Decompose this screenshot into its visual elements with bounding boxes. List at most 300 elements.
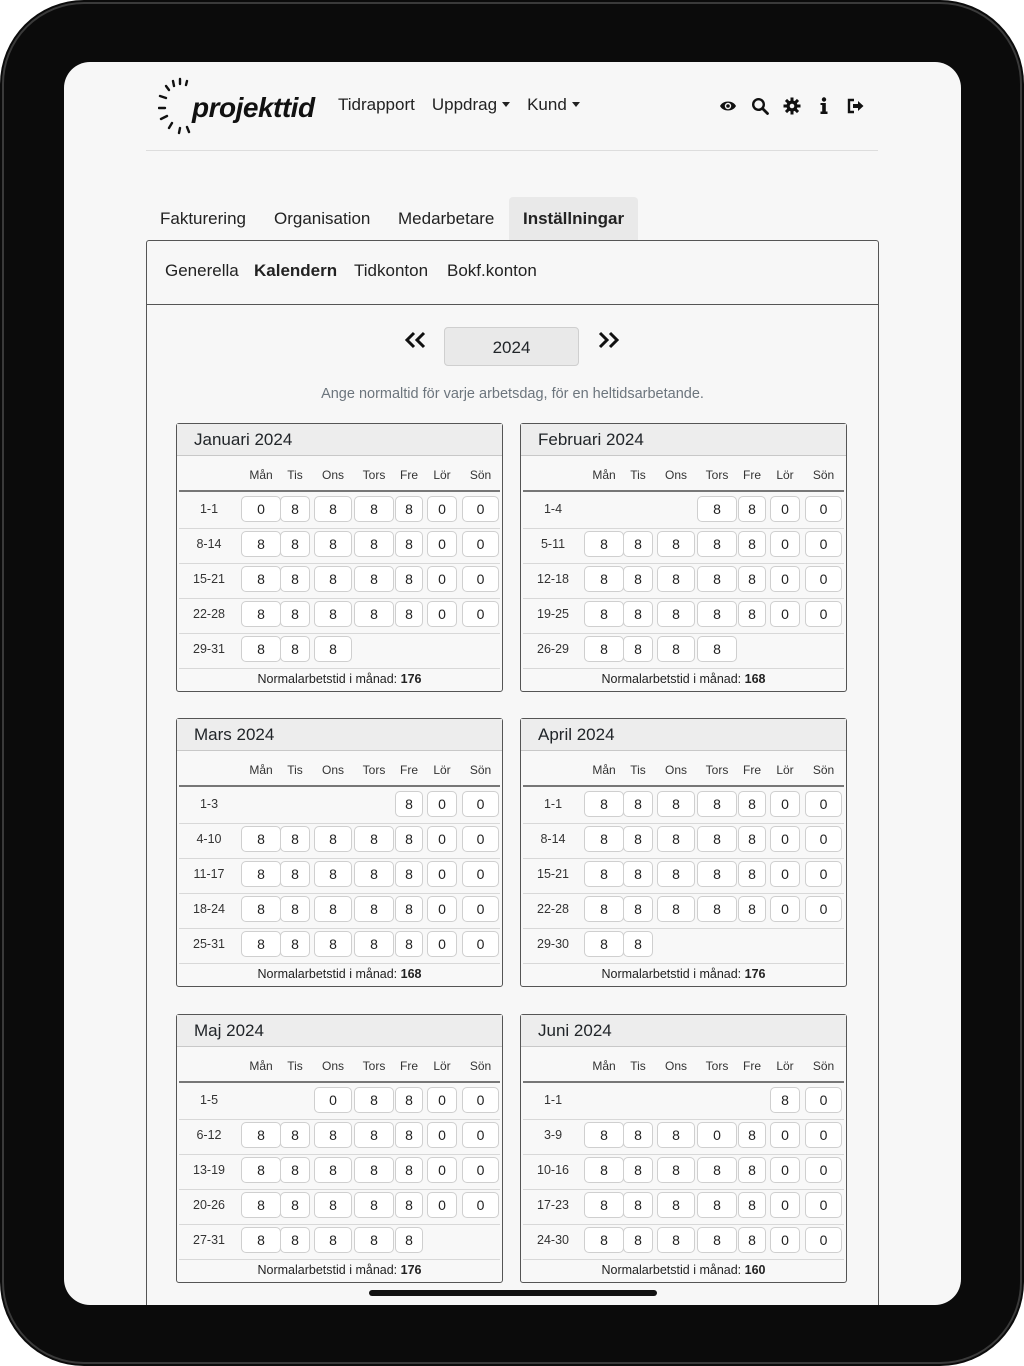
tab-installningar[interactable]: Inställningar xyxy=(509,197,638,241)
hours-input[interactable]: 8 xyxy=(697,636,737,662)
hours-input[interactable]: 8 xyxy=(584,566,624,592)
hours-input[interactable]: 0 xyxy=(805,826,842,852)
hours-input[interactable]: 8 xyxy=(623,1227,653,1253)
day-header: Ons xyxy=(664,468,687,482)
hours-input[interactable]: 8 xyxy=(623,531,653,557)
hours-input[interactable]: 8 xyxy=(241,826,281,852)
hours-input[interactable]: 8 xyxy=(738,601,766,627)
hours-input[interactable]: 8 xyxy=(280,896,310,922)
hours-input[interactable]: 8 xyxy=(584,896,624,922)
hours-input[interactable]: 8 xyxy=(314,896,352,922)
tab-fakturering[interactable]: Fakturering xyxy=(160,209,246,228)
day-header: Tors xyxy=(705,1059,729,1073)
month-total-value: 176 xyxy=(400,672,422,686)
hours-input[interactable]: 8 xyxy=(584,1157,624,1183)
hours-input[interactable]: 0 xyxy=(427,931,457,957)
day-header: Sön xyxy=(469,763,492,777)
hours-input[interactable]: 0 xyxy=(697,1122,737,1148)
hours-input[interactable]: 0 xyxy=(770,896,800,922)
hours-input[interactable]: 8 xyxy=(657,566,695,592)
hours-input[interactable]: 8 xyxy=(354,566,394,592)
hours-input[interactable]: 0 xyxy=(805,896,842,922)
hours-input[interactable]: 8 xyxy=(738,1157,766,1183)
month-total-label: Normalarbetstid i månad: xyxy=(601,672,745,686)
hours-input[interactable]: 0 xyxy=(805,861,842,887)
month-card xyxy=(520,1014,847,1283)
hours-input[interactable]: 8 xyxy=(738,1227,766,1253)
header-divider xyxy=(179,1081,500,1083)
hours-input[interactable]: 8 xyxy=(395,1087,423,1113)
hours-input[interactable]: 0 xyxy=(427,1087,457,1113)
row-divider xyxy=(179,893,500,894)
tab-medarbetare[interactable]: Medarbetare xyxy=(398,209,495,228)
hours-input[interactable]: 8 xyxy=(241,1192,281,1218)
hours-input[interactable]: 8 xyxy=(354,1192,394,1218)
month-header xyxy=(177,424,502,456)
hours-input[interactable]: 8 xyxy=(584,531,624,557)
gear-icon[interactable] xyxy=(782,96,802,116)
month-total-value: 168 xyxy=(400,967,422,981)
hours-input[interactable]: 8 xyxy=(395,826,423,852)
hours-input[interactable]: 8 xyxy=(354,496,394,522)
hours-input[interactable]: 8 xyxy=(354,861,394,887)
hours-input[interactable]: 8 xyxy=(280,1227,310,1253)
hours-input[interactable]: 8 xyxy=(697,1192,737,1218)
hours-input[interactable]: 8 xyxy=(354,601,394,627)
hours-input[interactable]: 8 xyxy=(657,896,695,922)
hours-input[interactable]: 8 xyxy=(770,1087,800,1113)
hours-input[interactable]: 0 xyxy=(770,566,800,592)
hours-input[interactable]: 8 xyxy=(280,826,310,852)
hours-input[interactable]: 8 xyxy=(623,931,653,957)
hours-input[interactable]: 8 xyxy=(280,861,310,887)
calendar-hint: Ange normaltid för varje arbetsdag, för en heltidsarbetande. xyxy=(321,386,704,402)
hours-input[interactable]: 8 xyxy=(738,1122,766,1148)
month-total xyxy=(177,672,502,686)
hours-input[interactable]: 8 xyxy=(697,826,737,852)
day-header: Tis xyxy=(630,468,646,482)
hours-input[interactable]: 8 xyxy=(623,791,653,817)
hours-input[interactable]: 8 xyxy=(395,931,423,957)
double-chevron-left-icon xyxy=(404,331,428,349)
hours-input[interactable]: 8 xyxy=(623,896,653,922)
hours-input[interactable]: 0 xyxy=(770,1227,800,1253)
hours-input[interactable]: 0 xyxy=(427,566,457,592)
header-divider xyxy=(523,1081,844,1083)
week-label: 17-23 xyxy=(537,1198,569,1212)
week-label: 3-9 xyxy=(543,1128,563,1142)
hours-input[interactable]: 8 xyxy=(354,896,394,922)
hours-input[interactable]: 8 xyxy=(697,861,737,887)
month-total-value: 176 xyxy=(400,1263,422,1277)
hours-input[interactable]: 0 xyxy=(805,1192,842,1218)
hours-input[interactable]: 8 xyxy=(584,826,624,852)
main-tabs xyxy=(146,197,878,241)
week-label: 18-24 xyxy=(193,902,225,916)
subtab-bokf-konton[interactable]: Bokf.konton xyxy=(447,261,537,280)
day-header: Tors xyxy=(362,763,386,777)
hours-input[interactable]: 0 xyxy=(462,896,499,922)
hours-input[interactable]: 0 xyxy=(427,826,457,852)
hours-input[interactable]: 0 xyxy=(805,1157,842,1183)
hours-input[interactable]: 0 xyxy=(462,1122,499,1148)
nav-link-label: Uppdrag xyxy=(431,95,498,114)
hours-input[interactable]: 8 xyxy=(354,1157,394,1183)
day-header: Sön xyxy=(812,1059,835,1073)
row-divider xyxy=(523,633,844,634)
row-divider xyxy=(179,1189,500,1190)
hours-input[interactable]: 8 xyxy=(697,1227,737,1253)
row-divider xyxy=(523,928,844,929)
hours-input[interactable]: 8 xyxy=(280,931,310,957)
week-label: 12-18 xyxy=(537,572,569,586)
hours-input[interactable]: 0 xyxy=(427,601,457,627)
day-header: Mån xyxy=(249,468,273,482)
row-divider xyxy=(523,1224,844,1225)
hours-input[interactable]: 0 xyxy=(427,496,457,522)
hours-input[interactable]: 8 xyxy=(395,896,423,922)
hours-input[interactable]: 8 xyxy=(697,566,737,592)
month-title: April 2024 xyxy=(538,725,615,744)
hours-input[interactable]: 8 xyxy=(354,1122,394,1148)
hours-input[interactable]: 8 xyxy=(395,1192,423,1218)
month-card xyxy=(176,423,503,692)
nav-link-uppdrag[interactable] xyxy=(432,95,510,115)
row-divider xyxy=(179,963,500,964)
hours-input[interactable]: 8 xyxy=(280,566,310,592)
hours-input[interactable]: 8 xyxy=(241,861,281,887)
hours-input[interactable]: 0 xyxy=(805,1087,842,1113)
hours-input[interactable]: 8 xyxy=(657,1157,695,1183)
hours-input[interactable]: 8 xyxy=(314,1192,352,1218)
row-divider xyxy=(523,563,844,564)
nav-link-label: Tidrapport xyxy=(338,95,415,114)
logo[interactable] xyxy=(158,76,320,140)
week-label: 10-16 xyxy=(537,1163,569,1177)
day-header: Ons xyxy=(664,763,687,777)
month-total xyxy=(177,1263,502,1277)
hours-input[interactable]: 0 xyxy=(427,1122,457,1148)
hours-input[interactable]: 8 xyxy=(314,531,352,557)
hours-input[interactable]: 8 xyxy=(241,931,281,957)
hours-input[interactable]: 8 xyxy=(314,1227,352,1253)
hours-input[interactable]: 0 xyxy=(427,896,457,922)
logout-icon[interactable] xyxy=(846,96,866,116)
hours-input[interactable]: 8 xyxy=(584,1192,624,1218)
subtab-tidkonton[interactable]: Tidkonton xyxy=(354,261,429,280)
hours-input[interactable]: 0 xyxy=(770,826,800,852)
hours-input[interactable]: 8 xyxy=(584,601,624,627)
week-label: 1-3 xyxy=(199,797,219,811)
row-divider xyxy=(179,1224,500,1225)
hours-input[interactable]: 8 xyxy=(738,826,766,852)
hours-input[interactable]: 8 xyxy=(354,1227,394,1253)
hours-input[interactable]: 8 xyxy=(280,1192,310,1218)
month-card xyxy=(176,1014,503,1283)
screen xyxy=(64,62,961,1305)
hours-input[interactable]: 8 xyxy=(395,1122,423,1148)
hours-input[interactable]: 0 xyxy=(462,826,499,852)
month-card xyxy=(520,423,847,692)
hours-input[interactable]: 8 xyxy=(354,1087,394,1113)
month-total-label: Normalarbetstid i månad: xyxy=(601,967,745,981)
hours-input[interactable]: 0 xyxy=(805,566,842,592)
hours-input[interactable]: 8 xyxy=(280,1157,310,1183)
hours-input[interactable]: 8 xyxy=(697,896,737,922)
nav-link-kund[interactable] xyxy=(527,95,580,115)
week-label: 4-10 xyxy=(196,832,222,846)
hours-input[interactable]: 8 xyxy=(241,566,281,592)
hours-input[interactable]: 0 xyxy=(770,1192,800,1218)
week-label: 8-14 xyxy=(540,832,566,846)
hours-input[interactable]: 8 xyxy=(584,931,624,957)
hours-input[interactable]: 8 xyxy=(697,791,737,817)
week-label: 22-28 xyxy=(537,902,569,916)
day-header: Tis xyxy=(630,763,646,777)
hours-input[interactable]: 0 xyxy=(462,1157,499,1183)
hours-input[interactable]: 0 xyxy=(770,861,800,887)
row-divider xyxy=(179,563,500,564)
day-header: Lör xyxy=(433,763,451,777)
search-icon[interactable] xyxy=(750,96,770,116)
hours-input[interactable]: 0 xyxy=(770,791,800,817)
day-header: Ons xyxy=(321,468,344,482)
hours-input[interactable]: 8 xyxy=(657,1122,695,1148)
hours-input[interactable]: 8 xyxy=(657,791,695,817)
week-label: 11-17 xyxy=(193,867,225,881)
row-divider xyxy=(179,1259,500,1260)
navbar xyxy=(146,62,878,151)
week-label: 29-31 xyxy=(193,642,225,656)
hours-input[interactable]: 8 xyxy=(738,566,766,592)
hours-input[interactable]: 8 xyxy=(395,1157,423,1183)
hours-input[interactable]: 0 xyxy=(241,496,281,522)
hours-input[interactable]: 0 xyxy=(462,1192,499,1218)
hours-input[interactable]: 8 xyxy=(280,636,310,662)
day-header: Tis xyxy=(287,468,303,482)
hours-input[interactable]: 8 xyxy=(354,531,394,557)
hours-input[interactable]: 8 xyxy=(395,566,423,592)
hours-input[interactable]: 8 xyxy=(395,1227,423,1253)
hours-input[interactable]: 0 xyxy=(462,531,499,557)
hours-input[interactable]: 8 xyxy=(623,861,653,887)
hours-input[interactable]: 8 xyxy=(241,636,281,662)
hours-input[interactable]: 0 xyxy=(805,1227,842,1253)
hours-input[interactable]: 8 xyxy=(241,1122,281,1148)
hours-input[interactable]: 0 xyxy=(805,496,842,522)
hours-input[interactable]: 8 xyxy=(314,861,352,887)
hours-input[interactable]: 0 xyxy=(462,1087,499,1113)
hours-input[interactable]: 8 xyxy=(314,566,352,592)
tab-organisation[interactable]: Organisation xyxy=(274,209,371,228)
hours-input[interactable]: 8 xyxy=(241,896,281,922)
hours-input[interactable]: 8 xyxy=(314,601,352,627)
hours-input[interactable]: 8 xyxy=(241,1227,281,1253)
year-display[interactable]: 2024 xyxy=(444,327,579,366)
hours-input[interactable]: 8 xyxy=(657,636,695,662)
home-indicator xyxy=(369,1290,657,1296)
hours-input[interactable]: 8 xyxy=(584,1122,624,1148)
hours-input[interactable]: 8 xyxy=(623,636,653,662)
month-total xyxy=(521,1263,846,1277)
hours-input[interactable]: 8 xyxy=(584,861,624,887)
hours-input[interactable]: 8 xyxy=(314,931,352,957)
hours-input[interactable]: 8 xyxy=(354,931,394,957)
hours-input[interactable]: 0 xyxy=(770,496,800,522)
double-chevron-right-icon xyxy=(596,331,620,349)
row-divider xyxy=(179,668,500,669)
day-header: Mån xyxy=(249,763,273,777)
hours-input[interactable]: 0 xyxy=(462,861,499,887)
info-icon[interactable] xyxy=(814,96,834,116)
hours-input[interactable]: 0 xyxy=(770,1122,800,1148)
day-header: Mån xyxy=(592,1059,616,1073)
settings-panel xyxy=(146,240,879,1305)
hours-input[interactable]: 8 xyxy=(241,1157,281,1183)
hours-input[interactable]: 0 xyxy=(427,861,457,887)
hours-input[interactable]: 8 xyxy=(395,861,423,887)
month-title: Februari 2024 xyxy=(538,430,644,449)
hours-input[interactable]: 0 xyxy=(462,566,499,592)
eye-icon[interactable] xyxy=(718,96,738,116)
hours-input[interactable]: 8 xyxy=(657,826,695,852)
month-total-label: Normalarbetstid i månad: xyxy=(257,672,401,686)
hours-input[interactable]: 8 xyxy=(314,496,352,522)
hours-input[interactable]: 0 xyxy=(462,931,499,957)
hours-input[interactable]: 0 xyxy=(427,1157,457,1183)
row-divider xyxy=(523,893,844,894)
day-header: Lör xyxy=(433,468,451,482)
week-label: 13-19 xyxy=(193,1163,225,1177)
hours-input[interactable]: 0 xyxy=(427,791,457,817)
hours-input[interactable]: 8 xyxy=(657,601,695,627)
hours-input[interactable]: 8 xyxy=(738,791,766,817)
day-header: Mån xyxy=(592,468,616,482)
day-header: Tis xyxy=(287,763,303,777)
hours-input[interactable]: 8 xyxy=(314,1122,352,1148)
hours-input[interactable]: 8 xyxy=(657,1227,695,1253)
month-card xyxy=(176,718,503,987)
hours-input[interactable]: 8 xyxy=(584,791,624,817)
hours-input[interactable]: 8 xyxy=(280,601,310,627)
month-total-label: Normalarbetstid i månad: xyxy=(601,1263,745,1277)
hours-input[interactable]: 8 xyxy=(697,531,737,557)
hours-input[interactable]: 8 xyxy=(697,1157,737,1183)
hours-input[interactable]: 8 xyxy=(697,601,737,627)
hours-input[interactable]: 8 xyxy=(738,1192,766,1218)
nav-link-tidrapport[interactable] xyxy=(338,95,415,115)
hours-input[interactable]: 0 xyxy=(805,791,842,817)
hours-input[interactable]: 8 xyxy=(623,826,653,852)
next-year-button[interactable] xyxy=(596,331,620,349)
day-header: Lör xyxy=(776,1059,794,1073)
hours-input[interactable]: 0 xyxy=(462,791,499,817)
row-divider xyxy=(523,823,844,824)
month-header xyxy=(521,1015,846,1047)
hours-input[interactable]: 0 xyxy=(805,531,842,557)
hours-input[interactable]: 8 xyxy=(280,531,310,557)
hours-input[interactable]: 8 xyxy=(738,861,766,887)
week-label: 1-1 xyxy=(199,502,219,516)
hours-input[interactable]: 0 xyxy=(427,1192,457,1218)
day-header: Fre xyxy=(743,468,761,482)
hours-input[interactable]: 0 xyxy=(805,1122,842,1148)
hours-input[interactable]: 0 xyxy=(805,601,842,627)
month-header xyxy=(521,719,846,751)
hours-input[interactable]: 8 xyxy=(623,1157,653,1183)
hours-input[interactable]: 8 xyxy=(584,1227,624,1253)
row-divider xyxy=(179,858,500,859)
hours-input[interactable]: 8 xyxy=(697,496,737,522)
hours-input[interactable]: 0 xyxy=(314,1087,352,1113)
row-divider xyxy=(523,528,844,529)
row-divider xyxy=(179,598,500,599)
hours-input[interactable]: 8 xyxy=(280,496,310,522)
day-header: Lör xyxy=(433,1059,451,1073)
subtab-generella[interactable]: Generella xyxy=(165,261,239,280)
hours-input[interactable]: 8 xyxy=(314,826,352,852)
hours-input[interactable]: 8 xyxy=(738,531,766,557)
hours-input[interactable]: 8 xyxy=(314,1157,352,1183)
hours-input[interactable]: 0 xyxy=(770,1157,800,1183)
hours-input[interactable]: 0 xyxy=(462,496,499,522)
hours-input[interactable]: 8 xyxy=(738,496,766,522)
hours-input[interactable]: 8 xyxy=(657,861,695,887)
month-total xyxy=(177,967,502,981)
hours-input[interactable]: 8 xyxy=(623,1192,653,1218)
hours-input[interactable]: 8 xyxy=(738,896,766,922)
previous-year-button[interactable] xyxy=(404,331,428,349)
day-header: Tis xyxy=(287,1059,303,1073)
subtab-kalendern[interactable]: Kalendern xyxy=(254,261,338,280)
week-label: 1-4 xyxy=(543,502,563,516)
hours-input[interactable]: 8 xyxy=(314,636,352,662)
week-label: 1-1 xyxy=(543,797,563,811)
hours-input[interactable]: 8 xyxy=(354,826,394,852)
row-divider xyxy=(179,528,500,529)
row-divider xyxy=(523,1154,844,1155)
hours-input[interactable]: 8 xyxy=(395,531,423,557)
week-label: 5-11 xyxy=(540,537,566,551)
month-total-value: 176 xyxy=(744,967,766,981)
row-divider xyxy=(523,1119,844,1120)
hours-input[interactable]: 0 xyxy=(770,601,800,627)
hours-input[interactable]: 0 xyxy=(770,531,800,557)
hours-input[interactable]: 8 xyxy=(395,791,423,817)
row-divider xyxy=(523,858,844,859)
hours-input[interactable]: 0 xyxy=(462,601,499,627)
hours-input[interactable]: 8 xyxy=(623,1122,653,1148)
day-header: Ons xyxy=(664,1059,687,1073)
hours-input[interactable]: 8 xyxy=(623,566,653,592)
hours-input[interactable]: 8 xyxy=(657,1192,695,1218)
month-total-label: Normalarbetstid i månad: xyxy=(257,1263,401,1277)
week-label: 24-30 xyxy=(537,1233,569,1247)
hours-input[interactable]: 8 xyxy=(395,601,423,627)
hours-input[interactable]: 8 xyxy=(395,496,423,522)
hours-input[interactable]: 8 xyxy=(584,636,624,662)
row-divider xyxy=(179,633,500,634)
hours-input[interactable]: 0 xyxy=(427,531,457,557)
hours-input[interactable]: 8 xyxy=(280,1122,310,1148)
row-divider xyxy=(179,1119,500,1120)
hours-input[interactable]: 8 xyxy=(241,601,281,627)
week-label: 25-31 xyxy=(193,937,225,951)
hours-input[interactable]: 8 xyxy=(241,531,281,557)
hours-input[interactable]: 8 xyxy=(657,531,695,557)
logo-text: projekttid xyxy=(192,92,315,123)
hours-input[interactable]: 8 xyxy=(623,601,653,627)
